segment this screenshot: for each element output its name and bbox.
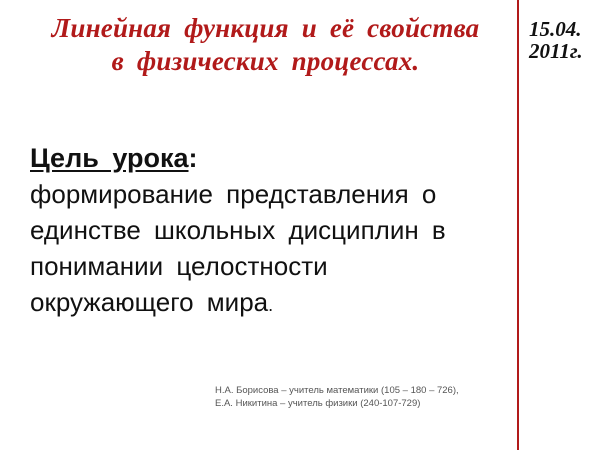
lesson-goal-line-2: единстве школьных дисциплин в: [30, 215, 446, 245]
lesson-goal-line-4-wrap: [30, 284, 510, 323]
slide-title-line-1: Линейная функция и её свойства: [51, 13, 480, 43]
slide-date: [529, 18, 595, 62]
vertical-divider: [517, 0, 519, 450]
authors-credit: [215, 384, 505, 410]
slide-title: [18, 12, 513, 78]
author-2: Е.А. Никитина – учитель физики (240-107-729): [215, 398, 421, 409]
lesson-goal-line-3: понимании целостности: [30, 251, 328, 281]
lesson-goal-period: .: [268, 295, 274, 315]
date-line-1: 15.04.: [529, 17, 582, 41]
lesson-goal: [30, 140, 510, 323]
slide-title-line-2: в физических процессах.: [111, 46, 420, 76]
author-1: Н.А. Борисова – учитель математики (105 – 180 – 726),: [215, 385, 459, 396]
lesson-goal-line-1: формирование представления о: [30, 179, 437, 209]
lesson-goal-heading: [30, 140, 510, 176]
date-line-2: 2011г.: [529, 39, 583, 63]
lesson-goal-line-4: окружающего мира: [30, 287, 269, 317]
lesson-goal-heading-text: Цель урока: [30, 143, 189, 173]
lesson-goal-heading-colon: :: [188, 143, 198, 173]
